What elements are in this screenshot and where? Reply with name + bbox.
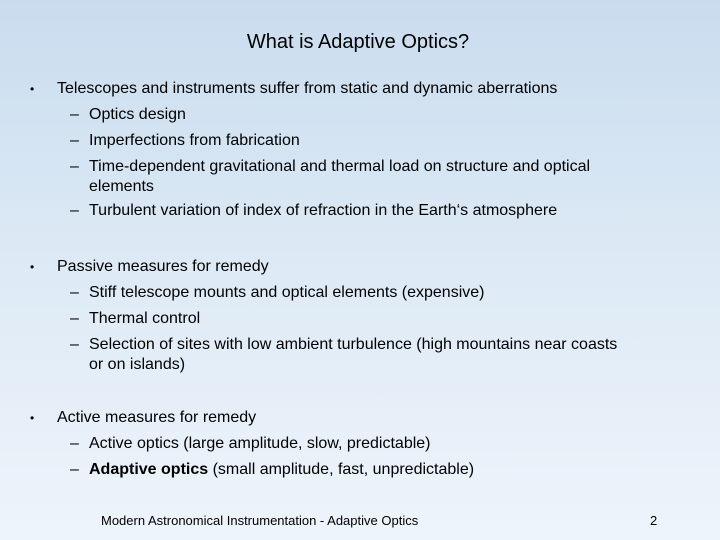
bullet-text: Passive measures for remedy (57, 258, 269, 275)
sub-item (0, 280, 720, 306)
sub-item-text: Imperfections from fabrication (89, 132, 300, 149)
sub-item-bold-text: Adaptive optics (89, 461, 209, 478)
dash-icon: – (70, 310, 79, 327)
slide-footer: Modern Astronomical Instrumentation - Adaptive Optics (101, 513, 419, 528)
sub-item-continuation (0, 354, 720, 376)
sub-item-text: Thermal control (89, 310, 201, 327)
sub-item-text: Active optics (large amplitude, slow, predictable) (89, 435, 431, 452)
dash-icon: – (70, 284, 79, 301)
bullet-icon: • (30, 82, 35, 96)
sub-item-text: Stiff telescope mounts and optical elements (expensive) (89, 284, 485, 301)
bullet-item (0, 254, 720, 280)
bullet-text: Active measures for remedy (57, 409, 257, 426)
dash-icon: – (70, 158, 79, 175)
bullet-group-aberrations (0, 76, 720, 224)
dash-icon: – (70, 336, 79, 353)
bullet-text: Telescopes and instruments suffer from static and dynamic aberrations (57, 80, 558, 97)
sub-item-text: or on islands) (89, 356, 186, 373)
sub-item (0, 457, 720, 483)
dash-icon: – (70, 435, 79, 452)
bullet-item (0, 405, 720, 431)
sub-item-text: Optics design (89, 106, 186, 123)
sub-item-rest-text: (small amplitude, fast, unpredictable) (208, 461, 475, 478)
bullet-icon: • (30, 260, 35, 274)
sub-item (0, 102, 720, 128)
sub-item (0, 128, 720, 154)
sub-item (0, 431, 720, 457)
sub-item-text (89, 457, 474, 483)
sub-item-text: Turbulent variation of index of refraction in the Earth‘s atmosphere (89, 202, 558, 219)
dash-icon: – (70, 202, 79, 219)
sub-item (0, 306, 720, 332)
dash-icon: – (70, 106, 79, 123)
dash-icon: – (70, 132, 79, 149)
bullet-item (0, 76, 720, 102)
slide-title: What is Adaptive Optics? (246, 31, 470, 53)
bullet-group-passive (0, 254, 720, 376)
sub-item (0, 198, 720, 224)
sub-item-continuation (0, 176, 720, 198)
page-number: 2 (650, 513, 658, 528)
dash-icon: – (70, 461, 79, 478)
bullet-group-active (0, 405, 720, 483)
sub-item-text: elements (89, 178, 154, 195)
sub-item-text: Time-dependent gravitational and thermal load on structure and optical (89, 158, 591, 175)
sub-item-text: Selection of sites with low ambient turbulence (high mountains near coasts (89, 336, 618, 353)
bullet-icon: • (30, 411, 35, 425)
